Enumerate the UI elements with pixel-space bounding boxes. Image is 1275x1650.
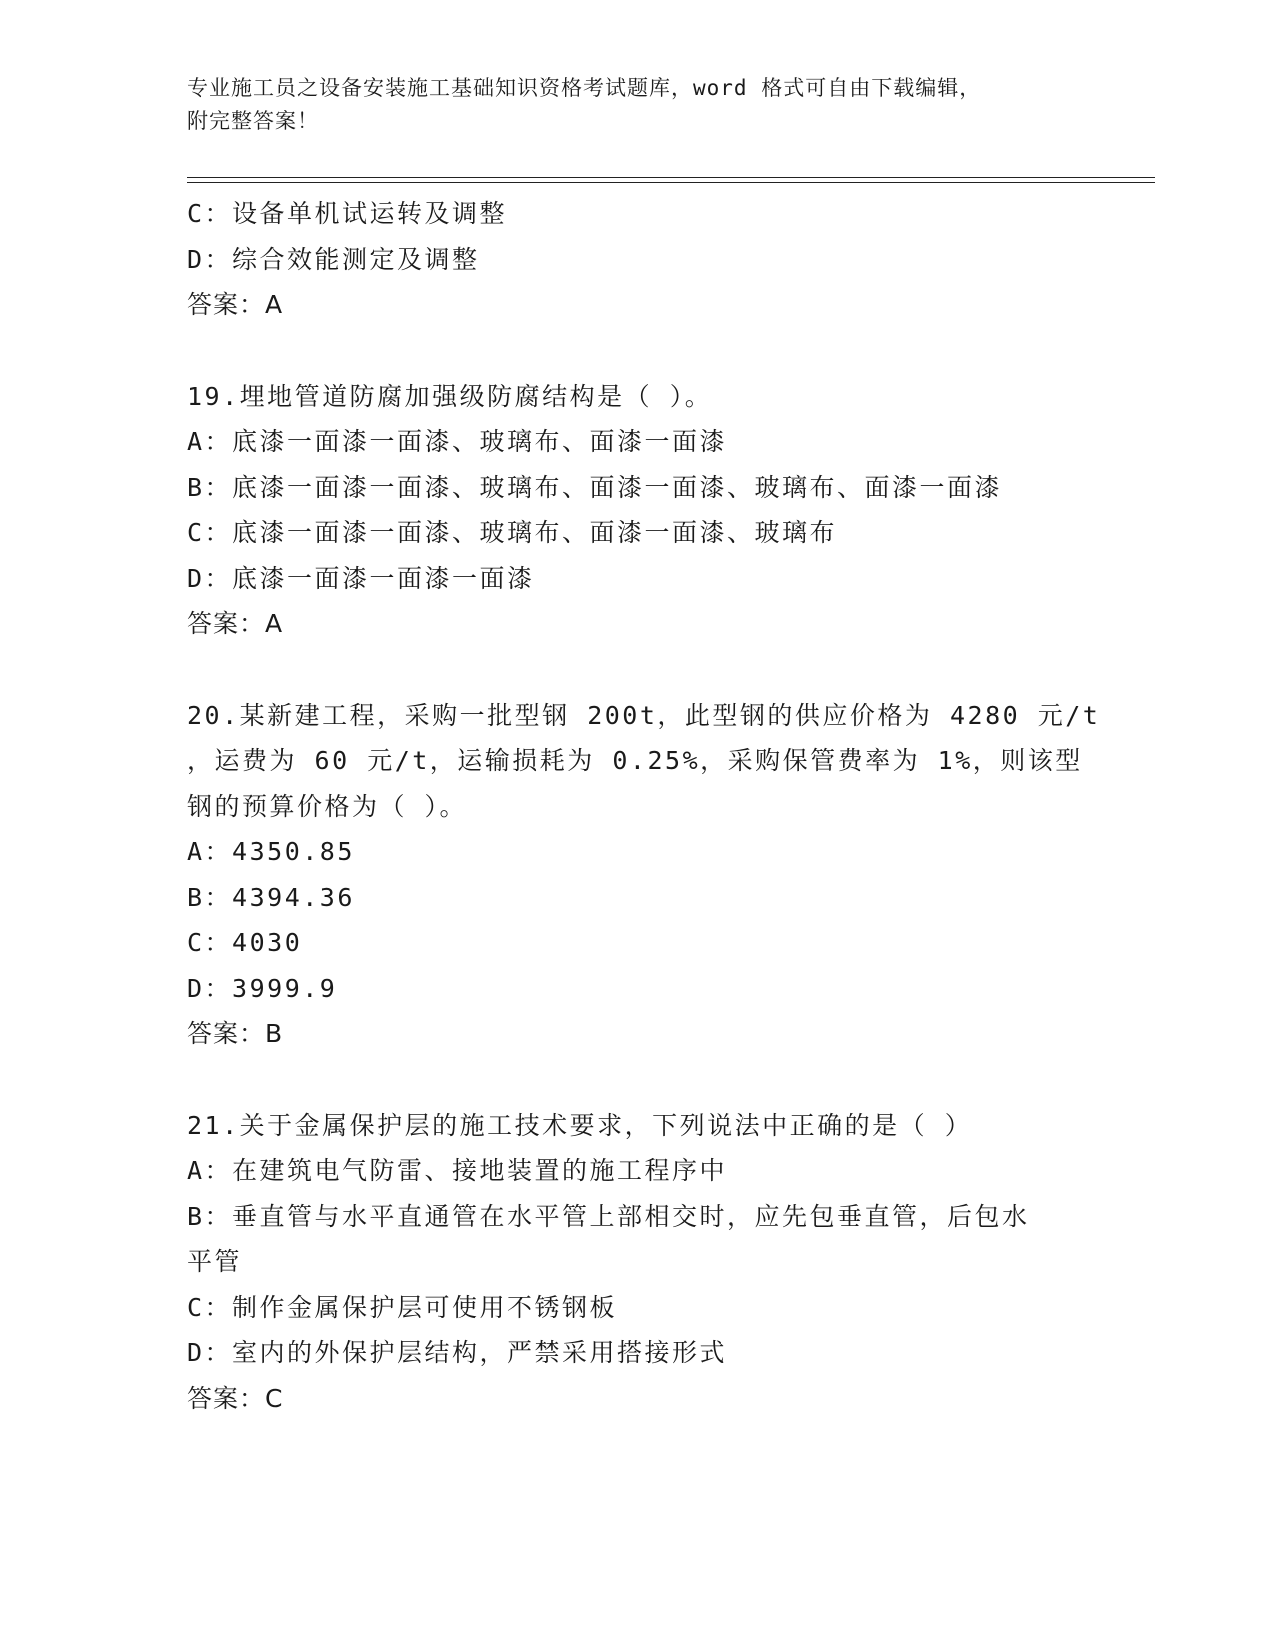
page-header (187, 72, 1087, 138)
answer-line: 答案：C (187, 1383, 284, 1413)
option-b: B：4394.36 (187, 882, 355, 912)
question-stem: 21.关于金属保护层的施工技术要求，下列说法中正确的是（ ） (187, 1110, 973, 1140)
option-a: A：4350.85 (187, 837, 355, 866)
question-stem-line-2: ，运费为 60 元/t，运输损耗为 0.25%，采购保管费率为 1%，则该型 (187, 746, 1083, 775)
option-d: D：底漆一面漆一面漆一面漆 (187, 563, 535, 593)
question-19 (187, 374, 1087, 647)
option-d: D：3999.9 (187, 973, 338, 1003)
option-a: A：底漆一面漆一面漆、玻璃布、面漆一面漆 (187, 427, 728, 456)
option-c: C：4030 (187, 928, 303, 957)
question-stem: 19.埋地管道防腐加强级防腐结构是（ ）。 (187, 381, 713, 411)
option-b-line-2: 平管 (187, 1247, 243, 1276)
header-rule-top (187, 177, 1155, 178)
answer-line: 答案：A (187, 609, 284, 638)
question-18-continued (187, 191, 1087, 328)
option-c: C：设备单机试运转及调整 (187, 199, 508, 228)
question-21 (187, 1103, 1087, 1422)
option-d: D：综合效能测定及调整 (187, 244, 480, 274)
option-c: C：底漆一面漆一面漆、玻璃布、面漆一面漆、玻璃布 (187, 518, 838, 547)
header-rule-bottom (187, 182, 1155, 183)
option-b: B：底漆一面漆一面漆、玻璃布、面漆一面漆、玻璃布、面漆一面漆 (187, 472, 1003, 502)
option-c: C：制作金属保护层可使用不锈钢板 (187, 1292, 618, 1322)
option-b-line-1: B：垂直管与水平直通管在水平管上部相交时，应先包垂直管，后包水 (187, 1201, 1030, 1231)
header-line-2: 附完整答案！ (187, 109, 319, 133)
option-d: D：室内的外保护层结构，严禁采用搭接形式 (187, 1338, 728, 1367)
question-20 (187, 693, 1101, 1057)
option-a: A：在建筑电气防雷、接地装置的施工程序中 (187, 1156, 728, 1185)
answer-line: 答案：B (187, 1019, 284, 1048)
answer-line: 答案：A (187, 290, 284, 319)
question-list (187, 191, 1101, 1421)
question-stem-line-3: 钢的预算价格为（ ）。 (187, 791, 468, 821)
header-line-1: 专业施工员之设备安装施工基础知识资格考试题库，word 格式可自由下载编辑， (187, 76, 982, 100)
question-stem-line-1: 20.某新建工程，采购一批型钢 200t，此型钢的供应价格为 4280 元/t (187, 700, 1101, 730)
